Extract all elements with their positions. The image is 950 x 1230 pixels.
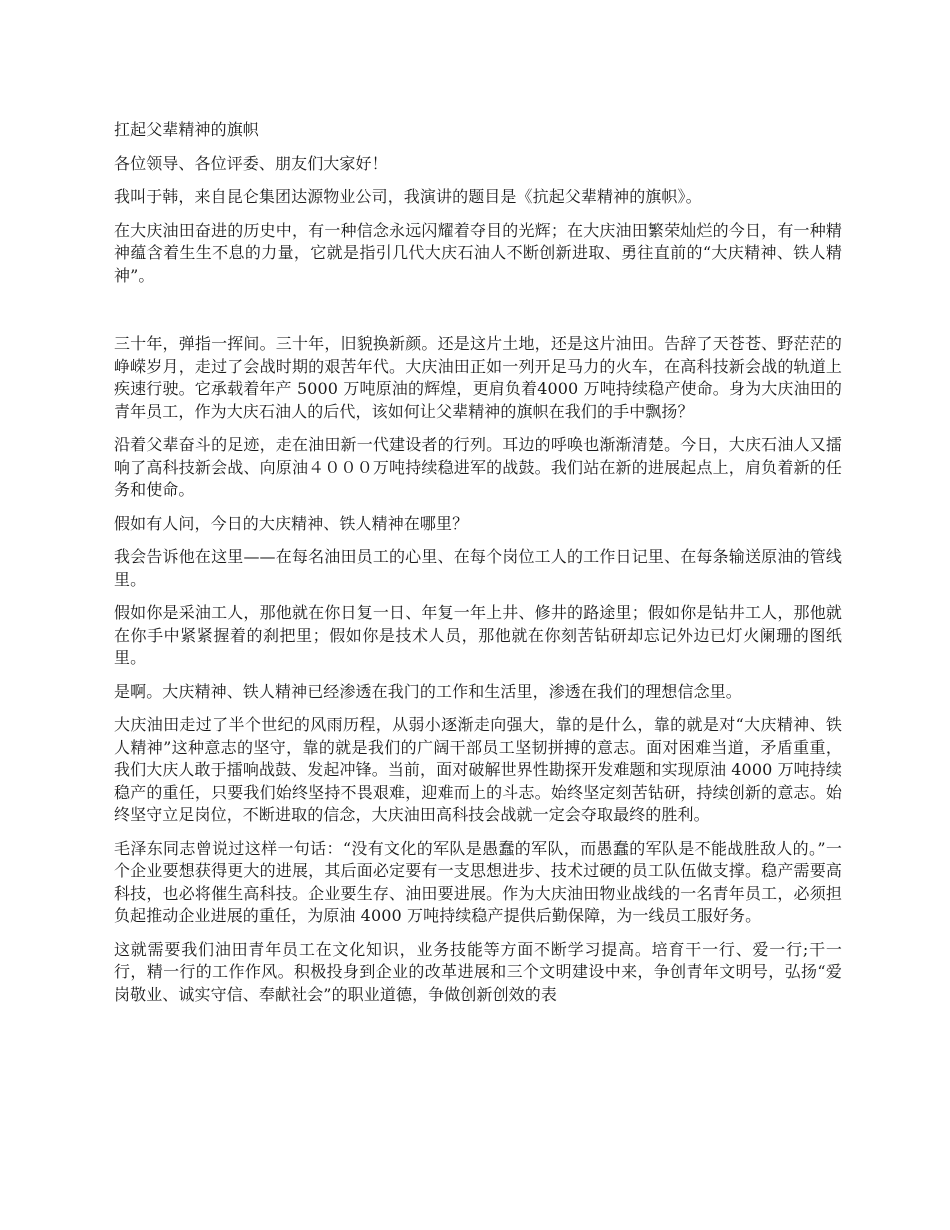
body-paragraph: 这就需要我们油田青年员工在文化知识，业务技能等方面不断学习提高。培育干一行、爱一行;干一行，精一行的工作作风。积极投身到企业的改革进展和三个文明建设中来，争创青年文明号，弘扬“爱岗敬业、诚实守信、奉献社会”的职业道德，争做创新创效的表 <box>114 939 842 1004</box>
body-paragraph: 假如你是采油工人，那他就在你日复一日、年复一年上井、修井的路途里；假如你是钻井工人，那他就在你手中紧紧握着的刹把里；假如你是技术人员，那他就在你刻苦钻研却忘记外边已灯火阑珊的图纸里。 <box>114 603 842 667</box>
blank-spacer <box>114 298 842 333</box>
body-paragraph: 在大庆油田奋进的历史中，有一种信念永远闪耀着夺目的光辉；在大庆油田繁荣灿烂的今日，有一种精神蕴含着生生不息的力量，它就是指引几代大庆石油人不断创新进取、勇往直前的“大庆精神、铁人精神”。 <box>114 220 842 285</box>
body-paragraph: 毛泽东同志曾说过这样一句话：“没有文化的军队是愚蠢的军队，而愚蠢的军队是不能战胜敌人的。”一个企业要想获得更大的进展，其后面必定要有一支思想进步、技术过硬的员工队伍做支撑。稳产需要高科技，也必将催生高科技。企业要生存、油田要进展。作为大庆油田物业战线的一名青年员工，必须担负起推动企业进展的重任，为原油 4000 万吨持续稳产提供后勤保障，为一线员工服好务。 <box>114 838 842 925</box>
document-title: 扛起父辈精神的旗帜 <box>114 120 259 139</box>
body-paragraph: 沿着父辈奋斗的足迹，走在油田新一代建设者的行列。耳边的呼唤也渐渐清楚。今日，大庆石油人又擂响了高科技新会战、向原油４０００万吨持续稳进军的战鼓。我们站在新的进展起点上，肩负着新的任务和使命。 <box>114 435 842 499</box>
document-page <box>114 119 842 1017</box>
body-paragraph: 假如有人问，今日的大庆精神、铁人精神在哪里？ <box>114 513 469 533</box>
body-paragraph: 是啊。大庆精神、铁人精神已经渗透在我门的工作和生活里，渗透在我们的理想信念里。 <box>114 681 742 701</box>
body-paragraph: 三十年，弹指一挥间。三十年，旧貌换新颜。还是这片土地，还是这片油田。告辞了天苍苍、野茫茫的峥嵘岁月，走过了会战时期的艰苦年代。大庆油田正如一列开足马力的火车，在高科技新会战的轨道上疾速行驶。它承载着年产 5000 万吨原油的辉煌，更肩负着4000 万吨持续稳产使命。身为大庆油田的青年员工，作为大庆石油人的后代，该如何让父辈精神的旗帜在我们的手中飘扬？ <box>114 334 842 421</box>
intro-paragraph: 我叫于韩，来自昆仑集团达源物业公司，我演讲的题目是《抗起父辈精神的旗帜》。 <box>114 187 702 206</box>
body-paragraph: 我会告诉他在这里——在每名油田员工的心里、在每个岗位工人的工作日记里、在每条输送原油的管线里。 <box>114 547 842 589</box>
body-paragraph: 大庆油田走过了半个世纪的风雨历程，从弱小逐渐走向强大，靠的是什么，靠的就是对“大庆精神、铁人精神”这种意志的坚守，靠的就是我们的广阔干部员工坚韧拼搏的意志。面对困难当道，矛盾重重，我们大庆人敢于擂响战鼓、发起冲锋。当前，面对破解世界性勘探开发难题和实现原油 4000 万吨持续稳产的重任，只要我们始终坚持不畏艰难，迎难而上的斗志。始终坚定刻苦钻研，持续创新的意志。始终坚守立足岗位，不断进取的信念，大庆油田高科技会战就一定会夺取最终的胜利。 <box>114 715 842 824</box>
greeting-paragraph: 各位领导、各位评委、朋友们大家好！ <box>114 153 388 173</box>
